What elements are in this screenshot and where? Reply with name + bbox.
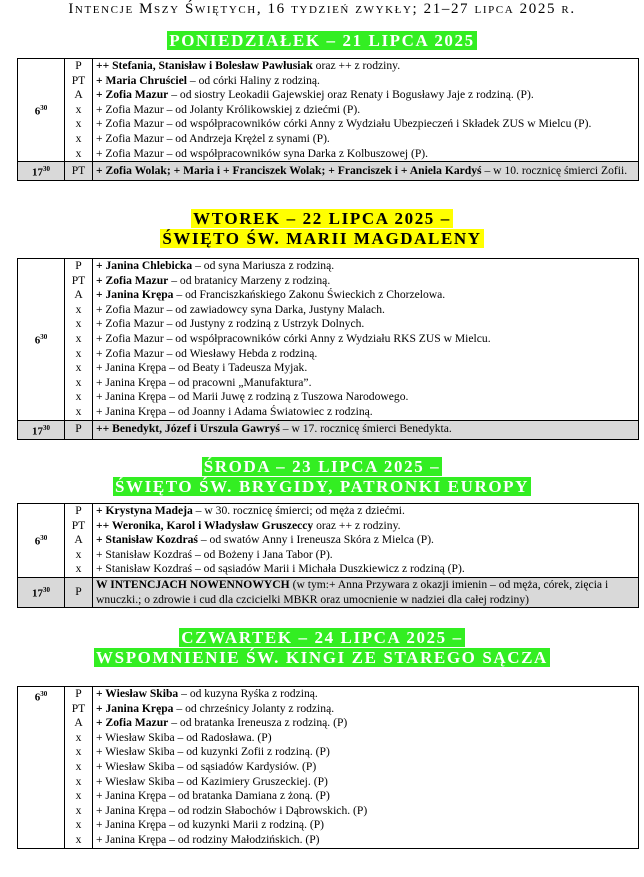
- intention-text: + Stanisław Kozdraś – od Bożeny i Jana Tabor (P).: [96, 547, 333, 561]
- intention-code: A: [74, 88, 83, 102]
- intention-text: – od chrześnicy Jolanty z rodziną.: [173, 701, 335, 715]
- intention-row: [96, 833, 635, 848]
- intention-row: [96, 259, 635, 274]
- intention-row: [96, 702, 635, 717]
- mass-time-hour: 17: [32, 166, 43, 179]
- intention-text: – od bratanka Ireneusza z rodziną. (P): [168, 716, 348, 730]
- intention-name: + Stanisław Kozdraś: [96, 533, 198, 547]
- mass-table-tuesday: [17, 258, 639, 440]
- intention-name: + Janina Chlebicka: [96, 259, 193, 272]
- intention-text: + Wiesław Skiba – od Kazimiery Gruszeckiej. (P): [96, 774, 328, 788]
- intention-code: P: [75, 585, 82, 599]
- mass-table-monday: [17, 58, 639, 181]
- intention-row: [96, 789, 635, 804]
- intention-text: + Janina Krępa – od kuzynki Marii z rodziną. (P): [96, 818, 325, 832]
- intention-text: oraz ++ z rodziny.: [313, 518, 401, 532]
- mass-time-block: [18, 420, 639, 439]
- intention-name: + Zofia Mazur: [96, 273, 169, 287]
- intention-code: PT: [71, 163, 86, 177]
- intention-name: W INTENCJACH NOWENNOWYCH: [96, 577, 290, 591]
- day-header-line: WTOREK – 22 LIPCA 2025 –: [193, 209, 451, 228]
- intention-name: + Zofia Mazur: [96, 88, 169, 102]
- intention-code: x: [75, 404, 82, 418]
- day-header-line: PONIEDZIAŁEK – 21 LIPCA 2025: [169, 31, 475, 50]
- intention-text: – od córki Haliny z rodziną.: [186, 73, 320, 87]
- intention-entries: [93, 59, 639, 162]
- intention-codes: [65, 687, 93, 849]
- intention-text: – od kuzyna Ryśka z rodziną.: [178, 687, 318, 700]
- intention-code: x: [75, 102, 82, 116]
- intention-entries: [93, 162, 639, 181]
- intention-name: + Janina Krępa: [96, 288, 174, 302]
- intention-text: + Wiesław Skiba – od kuzynki Zofii z rodziną. (P): [96, 745, 330, 759]
- intention-codes: [65, 259, 93, 421]
- intention-code: PT: [71, 273, 86, 287]
- intention-text: + Zofia Mazur – od zawiadowcy syna Darka, Justyny Malach.: [96, 302, 385, 316]
- intention-text: + Zofia Mazur – od współpracowników syna Darka z Kolbuszowej (P).: [96, 146, 429, 160]
- intention-code: x: [75, 803, 82, 817]
- intention-code: x: [75, 562, 82, 576]
- intention-text: + Zofia Mazur – od współpracowników córki Anny z Wydziału Ubezpieczeń i Składek ZUS w Mielcu (P).: [96, 117, 592, 131]
- day-header-wednesday: [0, 457, 644, 497]
- intention-row: [96, 147, 635, 162]
- mass-time-minute: 30: [43, 423, 50, 432]
- intention-codes: [65, 577, 93, 607]
- mass-time-minute: 30: [43, 165, 50, 174]
- intention-text: – od siostry Leokadii Gajewskiej oraz Renaty i Bogusławy Jaje z rodziną. (P).: [168, 88, 534, 102]
- intention-code: A: [74, 716, 83, 730]
- intention-row: [96, 59, 635, 74]
- intention-code: x: [75, 117, 82, 131]
- intention-text: – od swatów Anny i Ireneusza Skóra z Mielca (P).: [197, 533, 434, 547]
- intention-entries: [93, 259, 639, 421]
- mass-time-minute: 30: [40, 690, 48, 698]
- mass-time: [18, 420, 65, 439]
- intention-row: [96, 533, 635, 548]
- intention-text: – w 10. rocznicę śmierci Zofii.: [481, 163, 628, 177]
- intention-name: + Janina Krępa: [96, 701, 174, 715]
- mass-time-hour: 17: [32, 425, 43, 438]
- intention-row: [96, 317, 635, 332]
- day-header-monday: [0, 31, 644, 51]
- mass-time: [18, 504, 65, 578]
- intention-text: oraz ++ z rodziny.: [312, 59, 401, 72]
- intention-row: [96, 74, 635, 89]
- mass-table-thursday: [17, 686, 639, 849]
- intention-code: x: [75, 375, 82, 389]
- day-header-line: CZWARTEK – 24 LIPCA 2025 –: [181, 628, 463, 647]
- intention-name: + Zofia Wolak; + Maria i + Franciszek Wolak; + Franciszek i + Aniela Kardyś: [96, 163, 482, 177]
- mass-time: [18, 259, 65, 421]
- intention-text: + Janina Krępa – od rodzin Słabochów i Dąbrowskich. (P): [96, 803, 368, 817]
- mass-time-block: [18, 162, 639, 181]
- intention-code: x: [75, 346, 82, 360]
- intention-row: [96, 519, 635, 534]
- intention-code: x: [75, 774, 82, 788]
- mass-time-block: [18, 259, 639, 421]
- intention-code: x: [75, 789, 82, 803]
- intention-text: + Zofia Mazur – od Wiesławy Hebda z rodziną.: [96, 346, 318, 360]
- day-header-line: ŚRODA – 23 LIPCA 2025 –: [203, 457, 441, 476]
- intention-row: [96, 303, 635, 318]
- intention-text: + Zofia Mazur – od współpracowników córki Anny z Wydziału RKS ZUS w Mielcu.: [96, 331, 491, 345]
- intention-row: [96, 716, 635, 731]
- intention-text: – od Franciszkańskiego Zakonu Świeckich z Chorzelowa.: [173, 288, 446, 302]
- intention-code: x: [75, 317, 82, 331]
- intention-text: – w 30. rocznicę śmierci; od męża z dziećmi.: [192, 504, 405, 517]
- intention-code: P: [75, 504, 82, 517]
- intention-code: x: [75, 331, 82, 345]
- intention-name: + Maria Chruściel: [96, 73, 187, 87]
- intention-text: + Janina Krępa – od pracowni „Manufaktura”.: [96, 375, 312, 389]
- intention-entries: [93, 420, 639, 439]
- intention-row: [96, 504, 635, 519]
- intention-code: P: [75, 422, 82, 436]
- intention-text: + Janina Krępa – od bratanka Damiana z żoną. (P): [96, 789, 330, 803]
- mass-time-block: [18, 577, 639, 607]
- day-header-tuesday: [0, 209, 644, 249]
- mass-time-block: [18, 504, 639, 578]
- intention-row: [96, 804, 635, 819]
- mass-time-minute: 30: [40, 103, 48, 112]
- intention-code: A: [74, 533, 83, 547]
- intention-text: – w 17. rocznicę śmierci Benedykta.: [279, 422, 452, 436]
- intention-name: + Krystyna Madeja: [96, 504, 193, 517]
- intention-code: x: [75, 302, 82, 316]
- mass-time-block: [18, 59, 639, 162]
- intention-text: + Janina Krępa – od Joanny i Adama Światowiec z rodziną.: [96, 404, 373, 418]
- intention-code: x: [75, 745, 82, 759]
- intention-code: P: [75, 687, 82, 700]
- intention-row: [96, 288, 635, 303]
- intention-text: + Janina Krępa – od rodziny Małodzińskich. (P): [96, 832, 320, 846]
- intention-text: (w tym:+ Anna Przywara z okazji imienin – od męża, córek, zięcia i wnuczki.; o zdrowie i cud dla czcicielki MBKR oraz umocnienie w nadziei dla całej rodziny): [96, 577, 609, 606]
- mass-time-minute: 30: [43, 586, 50, 595]
- intention-code: x: [75, 131, 82, 145]
- intention-row: [96, 103, 635, 118]
- intention-name: ++ Weronika, Karol i Władysław Gruszeccy: [96, 518, 314, 532]
- mass-time-hour: 17: [32, 588, 43, 601]
- intention-row: [96, 731, 635, 746]
- intention-code: x: [75, 146, 82, 160]
- mass-time-minute: 30: [40, 534, 48, 543]
- intention-code: x: [75, 832, 82, 846]
- intention-row: [96, 548, 635, 563]
- intention-row: [96, 562, 635, 577]
- intention-entries: [93, 577, 639, 607]
- intention-code: PT: [71, 701, 86, 715]
- day-header-thursday: [0, 628, 644, 668]
- mass-time-hour: 6: [34, 691, 41, 704]
- intention-row: [96, 422, 635, 437]
- intention-row: [96, 361, 635, 376]
- intention-row: [96, 132, 635, 147]
- intention-text: + Zofia Mazur – od Jolanty Królikowskiej z dziećmi (P).: [96, 102, 361, 116]
- intention-text: + Zofia Mazur – od Justyny z rodziną z Ustrzyk Dolnych.: [96, 317, 365, 331]
- mass-time: [18, 577, 65, 607]
- intention-row: [96, 760, 635, 775]
- intention-row: [96, 775, 635, 790]
- intention-name: + Wiesław Skiba: [96, 687, 179, 700]
- intention-entries: [93, 687, 639, 849]
- intention-row: [96, 274, 635, 289]
- intention-row: [96, 117, 635, 132]
- day-header-line: WSPOMNIENIE ŚW. KINGI ZE STAREGO SĄCZA: [96, 648, 548, 667]
- intention-codes: [65, 504, 93, 578]
- intention-text: – od bratanicy Marzeny z rodziną.: [168, 273, 331, 287]
- intention-text: + Wiesław Skiba – od sąsiadów Kardysiów. (P): [96, 759, 317, 773]
- intention-row: [96, 390, 635, 405]
- mass-time-hour: 6: [34, 334, 41, 347]
- intention-row: [96, 164, 635, 179]
- day-header-line: ŚWIĘTO ŚW. BRYGIDY, PATRONKI EUROPY: [114, 477, 530, 496]
- intention-code: PT: [71, 518, 86, 532]
- intention-row: [96, 347, 635, 362]
- intention-code: x: [75, 390, 82, 404]
- intention-text: + Wiesław Skiba – od Radosława. (P): [96, 730, 272, 744]
- intention-row: [96, 405, 635, 420]
- mass-time: [18, 59, 65, 162]
- intention-row: [96, 687, 635, 702]
- intention-codes: [65, 162, 93, 181]
- intention-entries: [93, 504, 639, 578]
- intention-name: ++ Stefania, Stanisław i Bolesław Pawłusiak: [96, 59, 313, 72]
- intention-code: PT: [71, 73, 86, 87]
- intention-code: P: [75, 259, 82, 272]
- intention-row: [96, 818, 635, 833]
- intention-name: ++ Benedykt, Józef i Urszula Gawryś: [96, 422, 280, 436]
- intention-row: [96, 332, 635, 347]
- mass-time-minute: 30: [40, 333, 48, 342]
- intention-code: x: [75, 730, 82, 744]
- intention-text: + Janina Krępa – od Marii Juwę z rodziną z Tuszowa Narodowego.: [96, 390, 409, 404]
- page-title: Intencje Mszy Świętych, 16 tydzień zwykły; 21–27 lipca 2025 r.: [68, 1, 576, 17]
- intention-row: [96, 578, 635, 607]
- intention-code: x: [75, 547, 82, 561]
- intention-code: x: [75, 818, 82, 832]
- intention-text: + Janina Krępa – od Beaty i Tadeusza Myjak.: [96, 361, 308, 375]
- intention-code: x: [75, 759, 82, 773]
- mass-time-hour: 6: [34, 105, 41, 118]
- intention-code: x: [75, 361, 82, 375]
- intention-name: + Zofia Mazur: [96, 716, 169, 730]
- intention-code: P: [75, 59, 82, 72]
- intention-text: + Zofia Mazur – od Andrzeja Krężel z synami (P).: [96, 131, 330, 145]
- day-header-line: ŚWIĘTO ŚW. MARII MAGDALENY: [162, 229, 482, 248]
- intention-codes: [65, 420, 93, 439]
- mass-table-wednesday: [17, 503, 639, 608]
- intention-row: [96, 376, 635, 391]
- mass-time: [18, 162, 65, 181]
- intention-text: – od syna Mariusza z rodziną.: [192, 259, 335, 272]
- mass-time-hour: 6: [34, 536, 41, 549]
- intention-row: [96, 88, 635, 103]
- intention-row: [96, 745, 635, 760]
- mass-time-block: [18, 687, 639, 849]
- intention-codes: [65, 59, 93, 162]
- mass-time: [18, 687, 65, 849]
- intention-code: A: [74, 288, 83, 302]
- intention-text: + Stanisław Kozdraś – od sąsiadów Marii i Michała Duszkiewicz z rodziną (P).: [96, 562, 465, 576]
